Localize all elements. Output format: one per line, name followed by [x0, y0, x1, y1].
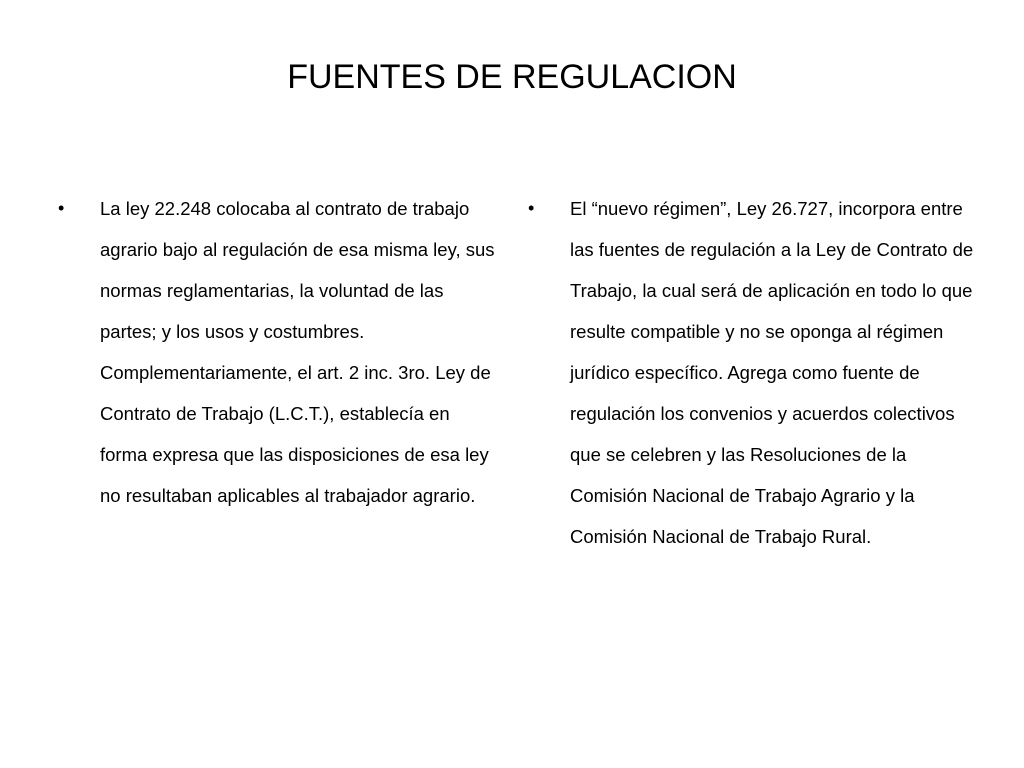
left-column — [56, 188, 496, 516]
bullet-icon: • — [528, 198, 535, 218]
right-bullet-item — [526, 188, 974, 557]
right-column — [526, 188, 974, 557]
bullet-icon: • — [58, 198, 65, 218]
left-bullet-text: La ley 22.248 colocaba al contrato de trabajo agrario bajo al regulación de esa misma ley, sus normas reglamentarias, la voluntad de las partes; y los usos y costumbres. Complementariamente, el art. 2 inc. 3ro. Ley de Contrato de Trabajo (L.C.T.), establecía en forma expresa que las disposiciones de esa ley no resultaban aplicables al trabajador agrario. — [100, 198, 495, 506]
slide-title: FUENTES DE REGULACION — [287, 58, 737, 96]
right-bullet-text: El “nuevo régimen”, Ley 26.727, incorpora entre las fuentes de regulación a la Ley de Contrato de Trabajo, la cual será de aplicación en todo lo que resulte compatible y no se oponga al régimen jurídico específico. Agrega como fuente de regulación los convenios y acuerdos colectivos que se celebren y las Resoluciones de la Comisión Nacional de Trabajo Agrario y la Comisión Nacional de Trabajo Rural. — [570, 198, 974, 547]
left-bullet-item — [56, 188, 496, 516]
